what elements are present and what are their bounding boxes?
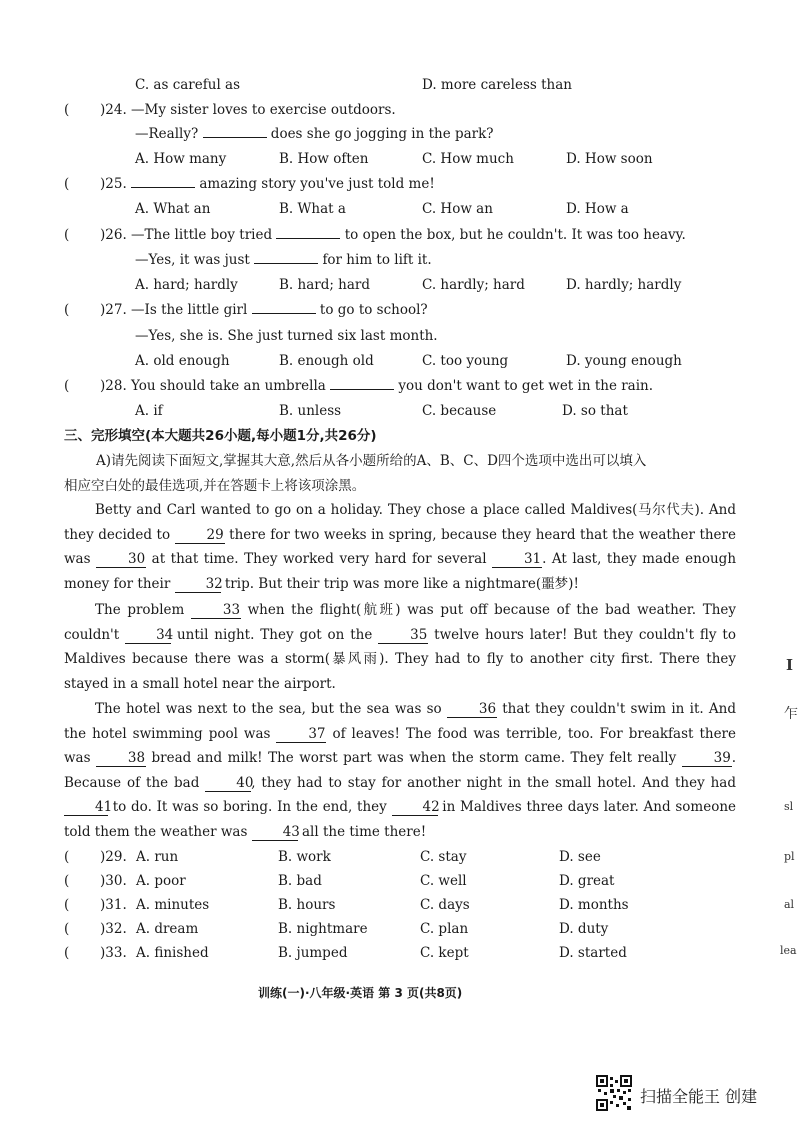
q26-option-b: B. hard; hard [279,277,371,293]
edge-mark: 乍 [784,706,798,722]
q25-option-d: D. How a [566,201,629,217]
q28-option-c: C. because [422,403,497,419]
q23-option-c: C. as careful as [135,77,241,93]
edge-mark: pl [784,850,795,863]
q24-paren: ( [64,102,70,118]
edge-mark: lea [780,944,797,957]
q26-blank-2 [254,263,318,264]
option-b: B. nightmare [278,921,368,937]
blank-38: 38 [96,751,146,767]
option-number: )33. [100,945,127,961]
q27-stem: )27. —Is the little girl to go to school? [100,302,428,318]
blank-37: 37 [276,727,326,743]
q24-option-a: A. How many [135,151,227,167]
q28-stem: )28. You should take an umbrella you don't want to get wet in the rain. [100,378,654,394]
option-a: A. run [136,849,179,865]
q26-paren: ( [64,227,70,243]
option-d: D. see [559,849,601,865]
option-b: B. hours [278,897,336,913]
q24-option-b: B. How often [279,151,369,167]
blank-43: 43 [252,825,298,841]
q27-option-a: A. old enough [135,353,230,369]
option-d: D. great [559,873,615,889]
q26-stem: )26. —The little boy tried to open the box, but he couldn't. It was too heavy. [100,227,686,243]
q27-blank [252,313,316,314]
blank-40: 40 [205,776,251,792]
blank-30: 30 [96,552,146,568]
option-d: D. started [559,945,627,961]
q27-paren: ( [64,302,70,318]
blank-29: 29 [175,528,225,544]
q25-option-a: A. What an [135,201,211,217]
qr-code-icon [596,1075,632,1111]
option-number: )29. [100,849,127,865]
edge-mark: I [786,656,794,674]
option-d: D. duty [559,921,609,937]
option-b: B. jumped [278,945,348,961]
option-a: A. minutes [136,897,210,913]
passage-paragraph-2: The problem 33 when the flight(航班) was put off because of the bad weather. They couldn't 34 until night. They got on the 35 twelve hours later! But they couldn't fly to Maldives because there was a storm(暴风雨). They had to fly to another city first. There they stayed in a small hotel near the airport. [64,602,737,692]
blank-36: 36 [447,702,497,718]
option-paren: ( [64,849,70,865]
page-footer: 训练(一)·八年级·英语 第 3 页(共8页) [258,986,463,1000]
q27-option-c: C. too young [422,353,509,369]
passage-paragraph-3: The hotel was next to the sea, but the sea was so 36 that they couldn't swim in it. And the hotel swimming pool was 37 of leaves! The food was terrible, too. For breakfast there was 38 bread and milk! The worst part was when the storm came. They felt really 39. Because of the bad 40, they had to stay for another night in the small hotel. And they had 41 to do. It was so boring. In the end, they 42 in Maldives three days later. And someone told them the weather was 43 all the time there! [64,701,737,840]
q28-blank [330,389,394,390]
option-paren: ( [64,897,70,913]
blank-39: 39 [682,751,732,767]
option-paren: ( [64,921,70,937]
blank-32: 32 [175,577,221,593]
q28-option-d: D. so that [562,403,628,419]
section-title: 三、完形填空(本大题共26小题,每小题1分,共26分) [64,428,377,444]
q27-option-d: D. young enough [566,353,682,369]
option-number: )32. [100,921,127,937]
q26-option-a: A. hard; hardly [135,277,238,293]
option-number: )30. [100,873,127,889]
q28-option-b: B. unless [279,403,342,419]
blank-35: 35 [378,628,428,644]
q26-stem-2: —Yes, it was just for him to lift it. [135,252,432,268]
q28-paren: ( [64,378,70,394]
edge-mark: al [784,898,795,911]
q23-option-d: D. more careless than [422,77,572,93]
q24-stem-2: —Really? does she go jogging in the park? [135,126,494,142]
option-b: B. bad [278,873,322,889]
option-a: A. finished [136,945,209,961]
option-c: C. stay [420,849,467,865]
q25-option-b: B. What a [279,201,346,217]
q26-option-d: D. hardly; hardly [566,277,682,293]
q25-blank [131,187,195,188]
edge-mark: sl [784,800,794,813]
q26-blank-1 [276,238,340,239]
option-number: )31. [100,897,127,913]
q28-option-a: A. if [135,403,163,419]
q27-stem-2: —Yes, she is. She just turned six last month. [135,328,438,344]
option-c: C. well [420,873,467,889]
section-instruction-2: 相应空白处的最佳选项,并在答题卡上将该项涂黑。 [64,478,366,494]
option-paren: ( [64,945,70,961]
q24-option-c: C. How much [422,151,514,167]
q24-blank [203,137,267,138]
option-paren: ( [64,873,70,889]
q25-option-c: C. How an [422,201,493,217]
q24-stem: )24. —My sister loves to exercise outdoors. [100,102,396,118]
option-d: D. months [559,897,629,913]
option-a: A. poor [136,873,186,889]
q25-paren: ( [64,176,70,192]
option-b: B. work [278,849,331,865]
q27-option-b: B. enough old [279,353,374,369]
option-a: A. dream [136,921,199,937]
q24-option-d: D. How soon [566,151,653,167]
blank-31: 31 [492,552,542,568]
blank-41: 41 [64,800,108,816]
option-c: C. kept [420,945,469,961]
blank-33: 33 [191,603,241,619]
option-c: C. days [420,897,470,913]
q26-option-c: C. hardly; hard [422,277,525,293]
option-c: C. plan [420,921,469,937]
scanner-watermark: 扫描全能王 创建 [640,1087,758,1106]
blank-34: 34 [125,628,171,644]
blank-42: 42 [392,800,438,816]
q25-stem: )25. amazing story you've just told me! [100,176,435,192]
passage-paragraph-1: Betty and Carl wanted to go on a holiday. They chose a place called Maldives(马尔代夫). And they decided to 29 there for two weeks in spring, because they heard that the weather there was 30 at that time. They worked very hard for several 31. At last, they made enough money for their 32 trip. But their trip was more like a nightmare(噩梦)! [64,502,737,592]
section-instruction-1: A)请先阅读下面短文,掌握其大意,然后从各小题所给的A、B、C、D四个选项中选出可以填入 [96,453,647,469]
